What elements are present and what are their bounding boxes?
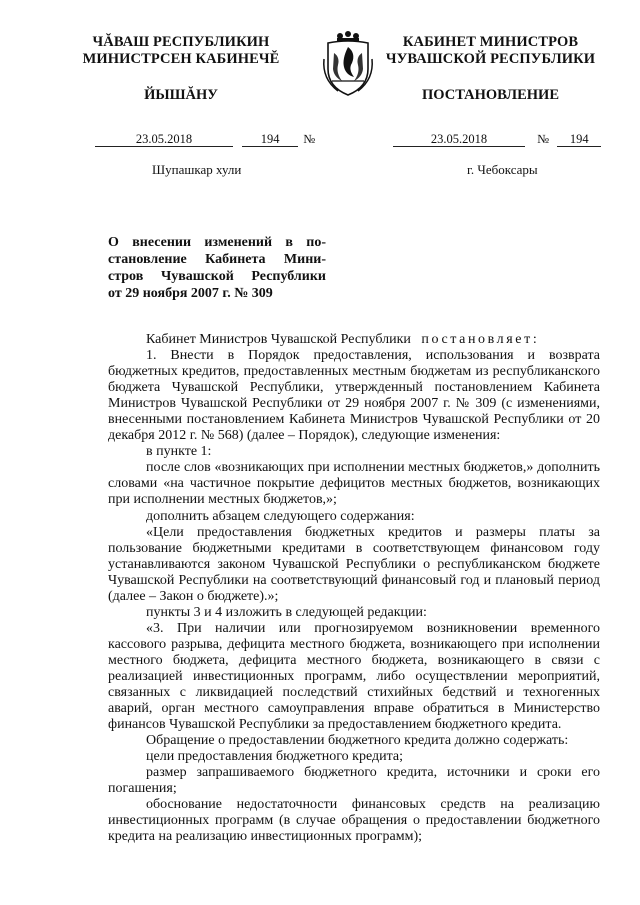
right-date: 23.05.2018 bbox=[393, 132, 525, 147]
left-date-number-line bbox=[95, 132, 317, 147]
header-right-block bbox=[368, 34, 613, 104]
right-org-line2: ЧУВАШСКОЙ РЕСПУБЛИКИ bbox=[385, 51, 596, 67]
left-document-kind: ЙЫШĂНУ bbox=[144, 87, 218, 103]
right-number: 194 bbox=[557, 132, 601, 147]
intro-paragraph bbox=[108, 332, 600, 348]
paragraph: пункты 3 и 4 изложить в следующей редакции: bbox=[146, 604, 427, 620]
paragraph: размер запрашиваемого бюджетного кредита, источники и сроки его погашения; bbox=[108, 765, 600, 797]
intro-verb: постановляет: bbox=[421, 332, 540, 347]
paragraph: после слов «возникающих при исполнении местных бюджетов,» дополнить словами «на частичное покрытие дефицитов местных бюджетов, возникающих при исполнении местных бюджетов,»; bbox=[108, 460, 600, 508]
subject-line: стров Чувашской Республики bbox=[108, 269, 326, 284]
left-city: Шупашкар хули bbox=[152, 162, 242, 177]
paragraph: дополнить абзацем следующего содержания: bbox=[146, 508, 415, 524]
paragraph: 1. Внести в Порядок предоставления, использования и возврата бюджетных кредитов, предоставленных местным бюджетам из республиканского бюджета Чувашской Республики, утвержденный постановлением Кабинета Министров Чувашской Республики от 29 ноября 2007 г. № 309 (с изменениями, внесенными постановлением Кабинета Министров Чувашской Республики от 20 декабря 2012 г. № 568) (далее – Порядок), следующие изменения: bbox=[108, 348, 600, 444]
header-left-block bbox=[56, 34, 306, 104]
paragraph: обоснование недостаточности финансовых средств на реализацию инвестиционных программ (в случае обращения о предоставлении бюджетного кредита на реализацию инвестиционных программ); bbox=[108, 797, 600, 845]
right-document-kind: ПОСТАНОВЛЕНИЕ bbox=[421, 87, 559, 103]
left-org-line2: МИНИСТРСЕН КАБИНЕЧĔ bbox=[82, 51, 280, 67]
left-date: 23.05.2018 bbox=[95, 132, 233, 147]
document-subject bbox=[108, 234, 326, 302]
right-city: г. Чебоксары bbox=[467, 162, 538, 177]
subject-line: становление Кабинета Мини- bbox=[108, 252, 326, 267]
left-org-line1: ЧĂВАШ РЕСПУБЛИКИН bbox=[92, 34, 270, 50]
right-org-line1: КАБИНЕТ МИНИСТРОВ bbox=[402, 34, 579, 50]
intro-issuer: Кабинет Министров Чувашской Республики bbox=[146, 332, 411, 347]
subject-line: О внесении изменений в по- bbox=[108, 235, 326, 250]
right-date-number-line bbox=[393, 132, 601, 147]
paragraph: «Цели предоставления бюджетных кредитов и размеры платы за пользование бюджетными кредитами в соответствующем финансовом году устанавливаются законом Чувашской Республики о республиканском бюджете Чувашской Республики на соответствующий финансовый год и плановый период (далее – Закон о бюджете).»; bbox=[108, 524, 600, 604]
paragraph: «3. При наличии или прогнозируемом возникновении временного кассового разрыва, дефицита местного бюджета, возникающего при исполнении местного бюджета, дефицита местного бюджета, возникающего в связи с реализацией инвестиционных программ, либо осуществлении мероприятий, связанных с ликвидацией последствий стихийных бедствий и техногенных аварий, орган местного самоуправления вправе обратиться в Министерство финансов Чувашской Республики за предоставлением бюджетного кредита. bbox=[108, 620, 600, 733]
left-number: 194 bbox=[242, 132, 298, 147]
subject-line: от 29 ноября 2007 г. № 309 bbox=[108, 286, 273, 301]
paragraph: в пункте 1: bbox=[146, 444, 212, 460]
right-number-sign: № bbox=[537, 132, 550, 146]
document-body bbox=[108, 332, 600, 846]
left-number-sign: № bbox=[303, 132, 316, 146]
paragraph: цели предоставления бюджетного кредита; bbox=[146, 749, 403, 765]
paragraph: Обращение о предоставлении бюджетного кредита должно содержать: bbox=[146, 733, 569, 749]
